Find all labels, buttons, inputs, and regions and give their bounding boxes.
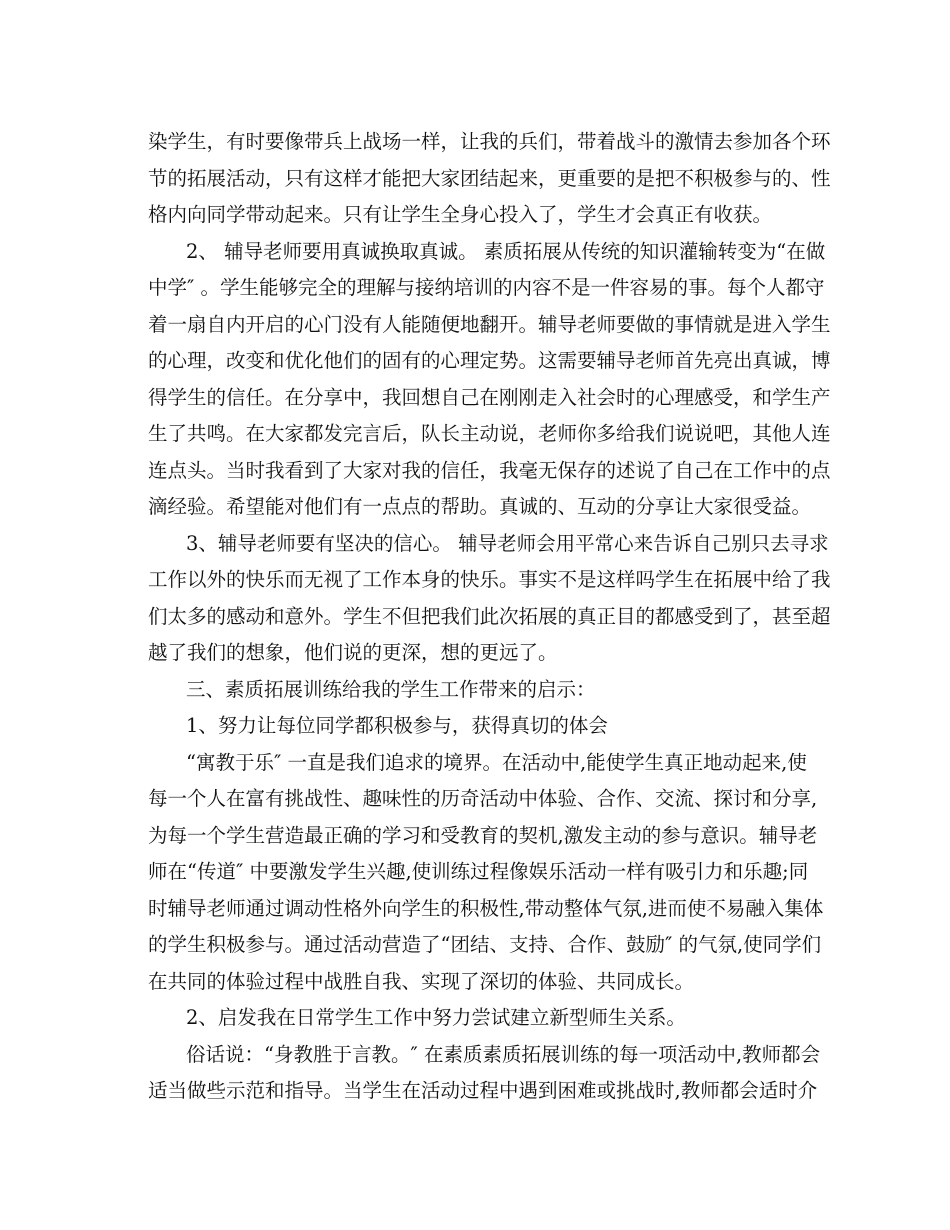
text-line: 适当做些示范和指导。当学生在活动过程中遇到困难或挑战时,教师都会适时介 [148,1079,818,1102]
text-line: 在共同的体验过程中战胜自我、实现了深切的体验、共同成长。 [148,970,695,993]
text-line: 滴经验。希望能对他们有一点点的帮助。真诚的、互动的分享让大家很受益。 [148,495,812,518]
text-line: 时辅导老师通过调动性格外向学生的积极性,带动整体气氛,进而使不易融入集体 [148,897,824,920]
text-line: 越了我们的想象，他们说的更深，想的更远了。 [148,641,558,664]
subsection-heading: 2、启发我在日常学生工作中努力尝试建立新型师生关系。 [186,1006,686,1029]
text-line: 3、辅导老师要有坚决的信心。 辅导老师会用平常心来告诉自己别只去寻求 [186,532,829,555]
text-line: 为每一个学生营造最正确的学习和受教育的契机,激发主动的参与意识。辅导老 [148,824,818,847]
text-line: 染学生，有时要像带兵上战场一样，让我的兵们，带着战斗的激情去参加各个环 [148,130,831,153]
text-line: 每一个人在富有挑战性、趣味性的历奇活动中体验、合作、交流、探讨和分享, [148,787,818,810]
text-line: “寓教于乐″ 一直是我们追求的境界。在活动中,能使学生真正地动起来,使 [186,751,807,774]
text-line: 得学生的信任。在分享中，我回想自己在刚刚走入社会时的心理感受，和学生产 [148,386,831,409]
text-line: 着一扇自内开启的心门没有人能随便地翻开。辅导老师要做的事情就是进入学生 [148,313,831,336]
text-line: 的学生积极参与。通过活动营造了“团结、支持、合作、鼓励″ 的气氛,使同学们 [148,933,822,956]
text-line: 俗话说：“身教胜于言教。″ 在素质素质拓展训练的每一项活动中,教师都会 [186,1043,821,1066]
text-line: 工作以外的快乐而无视了工作本身的快乐。事实不是这样吗学生在拓展中给了我 [148,568,831,591]
text-line: 的心理，改变和优化他们的固有的心理定势。这需要辅导老师首先亮出真诚，博 [148,349,831,372]
text-line: 生了共鸣。在大家都发完言后，队长主动说，老师你多给我们说说吧，其他人连 [148,422,831,445]
text-line: 师在“传道″ 中要激发学生兴趣,使训练过程像娱乐活动一样有吸引力和乐趣;同 [148,860,809,883]
text-line: 格内向同学带动起来。只有让学生全身心投入了，学生才会真正有收获。 [148,203,773,226]
text-line: 们太多的感动和意外。学生不但把我们此次拓展的真正目的都感受到了，甚至超 [148,605,831,628]
subsection-heading: 1、努力让每位同学都积极参与，获得真切的体会 [186,714,608,737]
text-line: 中学″ 。学生能够完全的理解与接纳培训的内容不是一件容易的事。每个人都守 [148,276,825,299]
text-line: 2、 辅导老师要用真诚换取真诚。 素质拓展从传统的知识灌输转变为“在做 [186,240,826,263]
text-line: 节的拓展活动，只有这样才能把大家团结起来，更重要的是把不积极参与的、性 [148,167,831,190]
section-heading: 三、素质拓展训练给我的学生工作带来的启示： [186,678,596,701]
text-line: 连点头。当时我看到了大家对我的信任，我毫无保存的述说了自己在工作中的点 [148,459,831,482]
